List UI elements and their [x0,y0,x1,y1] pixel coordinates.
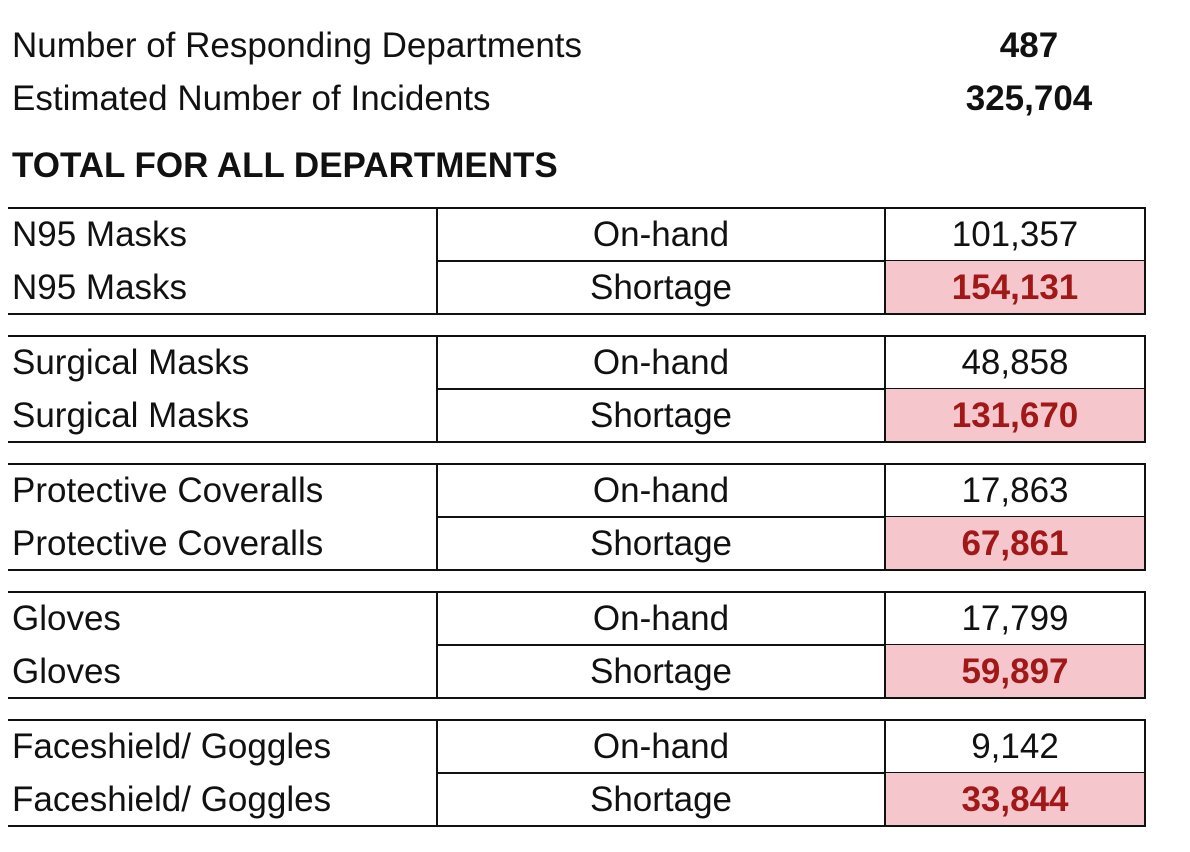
table-row [8,517,1146,570]
table-row [8,208,1146,261]
section-title: TOTAL FOR ALL DEPARTMENTS [12,146,558,185]
onhand-value-cell: 9,142 [884,720,1146,773]
item-cell: Surgical Masks [12,396,250,435]
table-row [8,645,1146,698]
item-cell: Gloves [12,652,121,691]
onhand-value-cell: 17,863 [884,464,1146,517]
item-cell: Faceshield/ Goggles [12,727,332,766]
type-cell: On-hand [436,464,884,517]
onhand-value-cell: 101,357 [884,208,1146,261]
item-cell: N95 Masks [12,268,188,307]
group-bottom-border [8,313,1146,315]
ppe-group-gloves [8,591,1146,699]
onhand-value-cell: 17,799 [884,592,1146,645]
responding-departments-label: Number of Responding Departments [12,26,583,65]
summary-responding-row [12,20,1112,72]
item-cell: Surgical Masks [12,343,250,382]
ppe-group-n95 [8,207,1146,315]
estimated-incidents-value: 325,704 [965,79,1093,118]
shortage-value-cell: 154,131 [884,261,1146,314]
type-cell: Shortage [436,517,884,570]
type-cell: Shortage [436,389,884,442]
table-row [8,389,1146,442]
responding-departments-value: 487 [999,26,1059,65]
type-cell: On-hand [436,336,884,389]
summary-incidents-row [12,73,1112,125]
table-row [8,720,1146,773]
type-cell: Shortage [436,261,884,314]
item-cell: N95 Masks [12,215,188,254]
type-cell: On-hand [436,720,884,773]
table-row [8,592,1146,645]
item-cell: Protective Coveralls [12,471,324,510]
shortage-value-cell: 131,670 [884,389,1146,442]
item-cell: Gloves [12,599,121,638]
estimated-incidents-label: Estimated Number of Incidents [12,79,491,118]
group-bottom-border [8,441,1146,443]
table-row [8,464,1146,517]
item-cell: Protective Coveralls [12,524,324,563]
group-bottom-border [8,569,1146,571]
table-row [8,336,1146,389]
type-cell: Shortage [436,645,884,698]
group-bottom-border [8,697,1146,699]
shortage-value-cell: 67,861 [884,517,1146,570]
shortage-value-cell: 59,897 [884,645,1146,698]
group-bottom-border [8,825,1146,827]
type-cell: On-hand [436,592,884,645]
shortage-value-cell: 33,844 [884,773,1146,826]
type-cell: Shortage [436,773,884,826]
ppe-group-coveralls [8,463,1146,571]
onhand-value-cell: 48,858 [884,336,1146,389]
item-cell: Faceshield/ Goggles [12,780,332,819]
table-row [8,261,1146,314]
type-cell: On-hand [436,208,884,261]
table-row [8,773,1146,826]
ppe-group-surgical [8,335,1146,443]
ppe-group-faceshield [8,719,1146,827]
